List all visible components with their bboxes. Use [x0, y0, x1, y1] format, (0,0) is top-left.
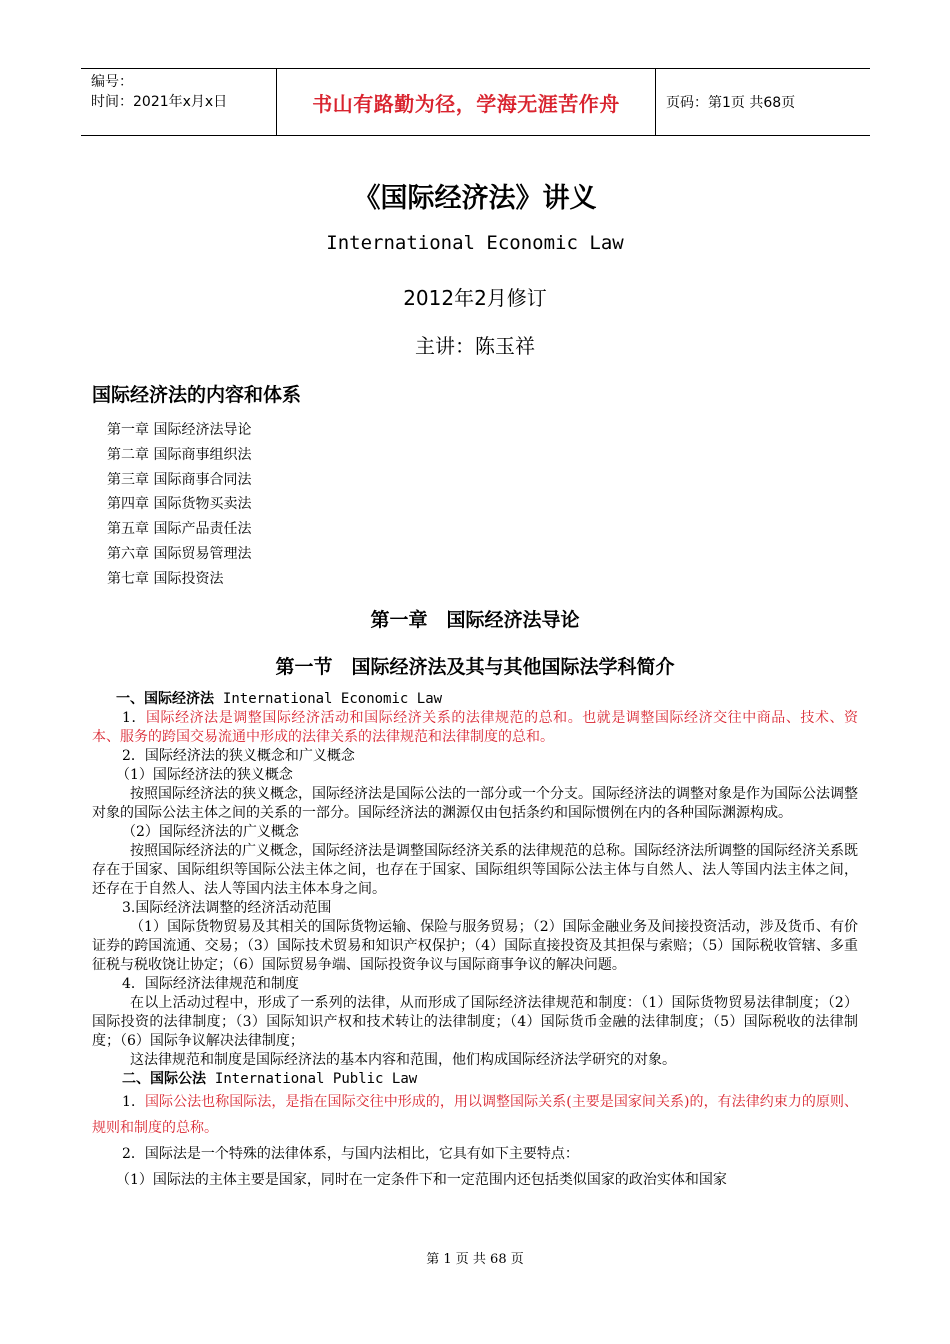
toc-item: 第三章 国际商事合同法 — [107, 471, 252, 488]
definition-highlight: 国际公法也称国际法，是指在国际交往中形成的，用以调整国际关系(主要是国家间关系)的，有法律约束力的原则、规则和制度的总称。 — [92, 1094, 858, 1136]
body-text — [92, 690, 858, 1193]
header-page-info: 页码：第1页 共68页 — [666, 95, 796, 111]
header-table — [81, 68, 870, 136]
revision-date: 2012年2月修订 — [403, 286, 547, 310]
heading-cn: 一、国际经济法 — [116, 691, 214, 707]
page-footer: 第 1 页 共 68 页 — [426, 1252, 524, 1267]
paragraph-definition — [92, 709, 858, 747]
toc-item: 第一章 国际经济法导论 — [107, 422, 252, 438]
table-of-contents — [107, 418, 251, 592]
paragraph-number: 1． — [122, 1094, 145, 1110]
toc-item: 第六章 国际贸易管理法 — [107, 545, 252, 562]
heading-en: International Public Law — [214, 1071, 418, 1087]
heading-international-public-law — [92, 1070, 858, 1089]
paragraph: 按照国际经济法的广义概念，国际经济法是调整国际经济关系的法律规范的总称。国际经济法所调整的国际经济关系既存在于国家、国际组织等国际公法主体之间，也存在于国家、国际组织等国际公法主体与自然人、法人等国内法主体之间，还存在于自然人、法人等国内法主体本身之间。 — [92, 843, 858, 897]
paragraph: （1）国际法的主体主要是国家，同时在一定条件下和一定范围内还包括类似国家的政治实体和国家 — [116, 1172, 727, 1188]
paragraph: （1）国际经济法的狭义概念 — [116, 767, 293, 783]
paragraph: 在以上活动过程中，形成了一系列的法律，从而形成了国际经济法律规范和制度：（1）国际货物贸易法律制度；（2）国际投资的法律制度；（3）国际知识产权和技术转让的法律制度；（4）国际货币金融的法律制度；（5）国际税收的法律制度；（6）国际争议解决法律制度； — [92, 995, 858, 1049]
section-heading: 第一节 国际经济法及其与其他国际法学科简介 — [275, 656, 675, 678]
lecturer-line: 主讲：陈玉祥 — [415, 334, 535, 358]
paragraph: 3.国际经济法调整的经济活动范围 — [122, 900, 332, 916]
paragraph: 2．国际经济法的狭义概念和广义概念 — [122, 748, 355, 764]
document-title: 《国际经济法》讲义 — [353, 183, 597, 214]
definition-highlight: 国际经济法是调整国际经济活动和国际经济关系的法律规范的总和。也就是调整国际经济交往中商品、技术、资本、服务的跨国交易流通中形成的法律关系的法律规范和法律制度的总和。 — [92, 710, 858, 745]
paragraph-number: 1． — [122, 710, 146, 726]
paragraph-definition — [92, 1089, 858, 1141]
time-label: 时间：2021年x月x日 — [91, 94, 228, 110]
chapter-heading: 第一章 国际经济法导论 — [370, 609, 580, 631]
header-meta-cell — [81, 69, 277, 135]
number-label: 编号： — [91, 74, 133, 90]
toc-item: 第五章 国际产品责任法 — [107, 521, 252, 538]
paragraph: （1）国际货物贸易及其相关的国际货物运输、保险与服务贸易；（2）国际金融业务及间接投资活动，涉及货币、有价证券的跨国流通、交易；（3）国际技术贸易和知识产权保护；（4）国际直接投资及其担保与索赔；（5）国际税收管辖、多重征税与税收饶让协定；（6）国际贸易争端、国际投资争议与国际商事争议的解决问题。 — [92, 919, 858, 973]
system-heading: 国际经济法的内容和体系 — [92, 384, 302, 406]
paragraph: 按照国际经济法的狭义概念，国际经济法是国际公法的一部分或一个分支。国际经济法的调整对象是作为国际公法调整对象的国际公法主体之间的关系的一部分。国际经济法的渊源仅由包括条约和国际惯例在内的各种国际渊源构成。 — [92, 786, 858, 821]
paragraph: 4．国际经济法律规范和制度 — [122, 976, 299, 992]
heading-international-economic-law — [92, 690, 858, 709]
heading-cn: 二、国际公法 — [122, 1071, 206, 1087]
toc-item: 第四章 国际货物买卖法 — [107, 496, 252, 513]
paragraph: （2）国际经济法的广义概念 — [122, 824, 299, 840]
heading-en: International Economic Law — [222, 691, 443, 707]
paragraph: 这法律规范和制度是国际经济法的基本内容和范围，他们构成国际经济法学研究的对象。 — [130, 1052, 676, 1068]
header-motto: 书山有路勤为径，学海无涯苦作舟 — [277, 69, 656, 135]
toc-item: 第七章 国际投资法 — [107, 570, 224, 587]
toc-item: 第二章 国际商事组织法 — [107, 446, 252, 463]
paragraph: 2．国际法是一个特殊的法律体系，与国内法相比，它具有如下主要特点： — [122, 1146, 579, 1162]
english-subtitle: International Economic Law — [326, 232, 624, 254]
